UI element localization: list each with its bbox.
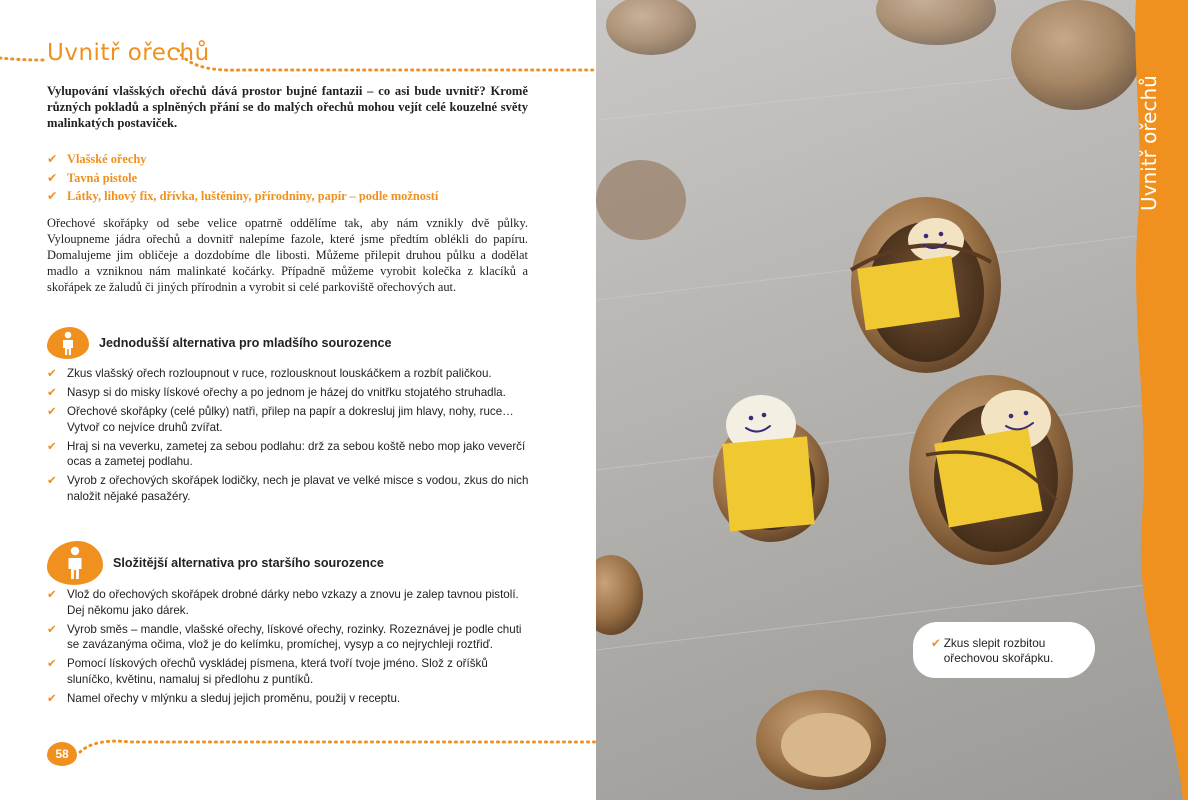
check-icon: ✔ [47,169,58,185]
check-icon: ✔ [931,636,941,650]
photo-callout [913,622,1095,678]
list-item: ✔ Vyrob z ořechových skořápek lodičky, nech je plavat ve velké misce s vodou, zkus do nich naložit nějaké pasažéry. [47,473,529,503]
section-older-title: Složitější alternativa pro staršího sourozence [113,556,384,570]
section-older-header [47,541,384,585]
older-activity-list [47,587,532,710]
child-icon [47,327,89,359]
materials-list [47,150,547,206]
list-item: ✔ Zkus vlašský ořech rozloupnout v ruce, rozlousknout louskáčkem a rozbít paličkou. [47,366,492,380]
list-item: ✔ Tavná pistole [47,169,547,188]
check-icon: ✔ [47,188,58,203]
check-icon: ✔ [47,438,57,453]
list-item: ✔ Vlož do ořechových skořápek drobné dárky nebo vzkazy a znovu je zalep tavnou pistolí. Dej někomu jako dárek. [47,587,519,617]
check-icon: ✔ [47,151,58,166]
child-icon [47,541,103,585]
check-icon: ✔ [47,385,57,399]
younger-activity-list [47,366,532,508]
list-item: ✔ Ořechové skořápky (celé půlky) natři, přilep na papír a dokresluj jim hlavy, nohy, ruce… Vytvoř co nejvíce druhů zvířat. [47,404,514,434]
intro-text: Vylupování vlašských ořechů dává prostor bujné fantazii – co asi bude uvnitř? Kromě různých pokladů a splněných přání se do malých ořechů mohou vejít celé kouzelné světy malinkatých postaviček. [47,84,528,130]
check-icon: ✔ [47,366,57,380]
check-icon: ✔ [47,404,57,418]
list-item: ✔ Namel ořechy v mlýnku a sleduj jejich proměnu, použij v receptu. [47,690,401,705]
check-icon: ✔ [47,690,57,705]
walnut-photo [596,0,1188,800]
page-number: 58 [47,742,77,766]
list-item: ✔ Nasyp si do misky lískové ořechy a po jednom je házej do vnitřku stojatého struhadla. [47,385,506,399]
section-younger-header [47,327,392,359]
check-icon: ✔ [47,473,57,487]
page-title: Uvnitř ořechů [47,40,210,66]
check-icon: ✔ [47,656,57,670]
list-item: ✔ Vlašské ořechy [47,150,547,169]
check-icon: ✔ [47,587,57,601]
side-tab-title: Uvnitř ořechů [1137,75,1161,211]
callout-text: Zkus slepit rozbitou ořechovou skořápku. [943,636,1054,665]
list-item: ✔ Hraj si na veverku, zametej za sebou podlahu: drž za sebou koště nebo mop jako veverčí ocas a zametej podlahu. [47,438,526,468]
walnut-photo-illustration [596,0,1188,800]
list-item: ✔ Pomocí lískových ořechů vyskládej písmena, která tvoří tvoje jméno. Slož z oříšků sluníčko, květinu, namaluj si předlohu z puntíků. [47,656,488,686]
section-younger-title: Jednodušší alternativa pro mladšího sourozence [99,336,392,350]
instructions-text: Ořechové skořápky od sebe velice opatrně oddělíme tak, aby nám vznikly dvě půlky. Vyloupneme jádra ořechů a dovnitř nalepíme fazole, které jsme předtím oblékli do papíru. Domalujeme jim obličeje a dozdobíme dle libosti. Můžeme přilepit druhou půlku a dodělat madlo a vzniknou nám malinkaté kočárky. Případně můžeme vyrobit kolečka z klacíků a skořápek ze žaludů či jiných přírodnin a vyrobit si celé parkoviště ořechových aut. [47,216,528,294]
list-item: ✔ Vyrob směs – mandle, vlašské ořechy, lískové ořechy, rozinky. Rozeznávej je podle chuti se zavázanýma očima, vlož je do kelímku, promíchej, vysyp a co nejrychleji roztřiď. [47,621,522,651]
check-icon: ✔ [47,621,57,636]
list-item: ✔ Látky, lihový fix, dřívka, luštěniny, přírodniny, papír – podle možností [47,187,547,206]
